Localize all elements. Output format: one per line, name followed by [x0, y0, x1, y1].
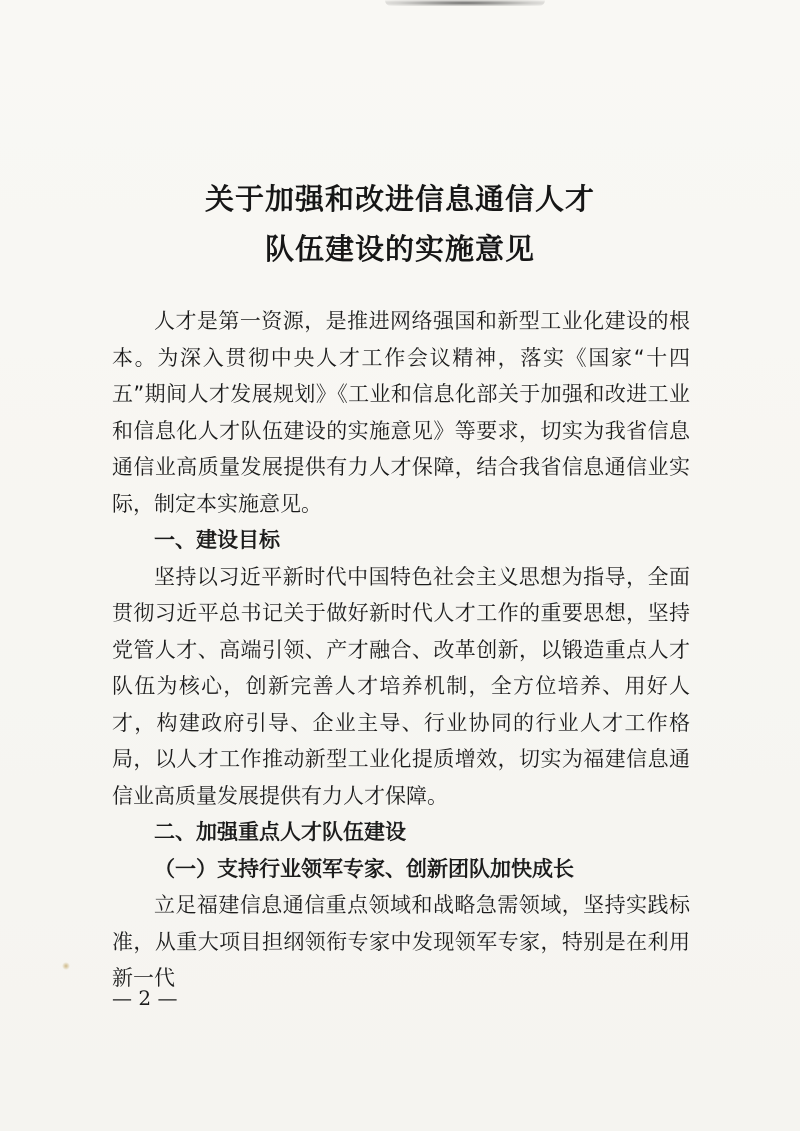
document-title-line-1: 关于加强和改进信息通信人才: [204, 182, 595, 216]
document-title-line-2: 队伍建设的实施意见: [264, 232, 535, 266]
intro-paragraph: 人才是第一资源，是推进网络强国和新型工业化建设的根本。为深入贯彻中央人才工作会议精神，落实《国家“十四五”期间人才发展规划》《工业和信息化部关于加强和改进工业和信息化人才队伍建设的实施意见》等要求，切实为我省信息通信业高质量发展提供有力人才保障，结合我省信息通信业实际，制定本实施意见。: [112, 309, 690, 516]
page-number: — 2 —: [112, 986, 178, 1010]
goals-paragraph: 坚持以习近平新时代中国特色社会主义思想为指导，全面贯彻习近平总书记关于做好新时代人才工作的重要思想，坚持党管人才、高端引领、产才融合、改革创新，以锻造重点人才队伍为核心，创新完善人才培养机制，全方位培养、用好人才，构建政府引导、企业主导、行业协同的行业人才工作格局，以人才工作推动新型工业化提质增效，切实为福建信息通信业高质量发展提供有力人才保障。: [112, 564, 690, 808]
scan-shadow-mark: [385, 0, 545, 6]
section-heading-talent-teams: 二、加强重点人才队伍建设: [154, 820, 406, 844]
subsection-heading-leading-experts: （一）支持行业领军专家、创新团队加快成长: [154, 856, 574, 881]
scan-speck: [62, 962, 70, 970]
leading-experts-paragraph: 立足福建信息通信重点领域和战略急需领域，坚持实践标准，从重大项目担纲领衔专家中发现领军专家，特别是在利用新一代: [112, 893, 690, 990]
document-body: [112, 303, 690, 997]
section-heading-goals: 一、建设目标: [154, 528, 280, 552]
